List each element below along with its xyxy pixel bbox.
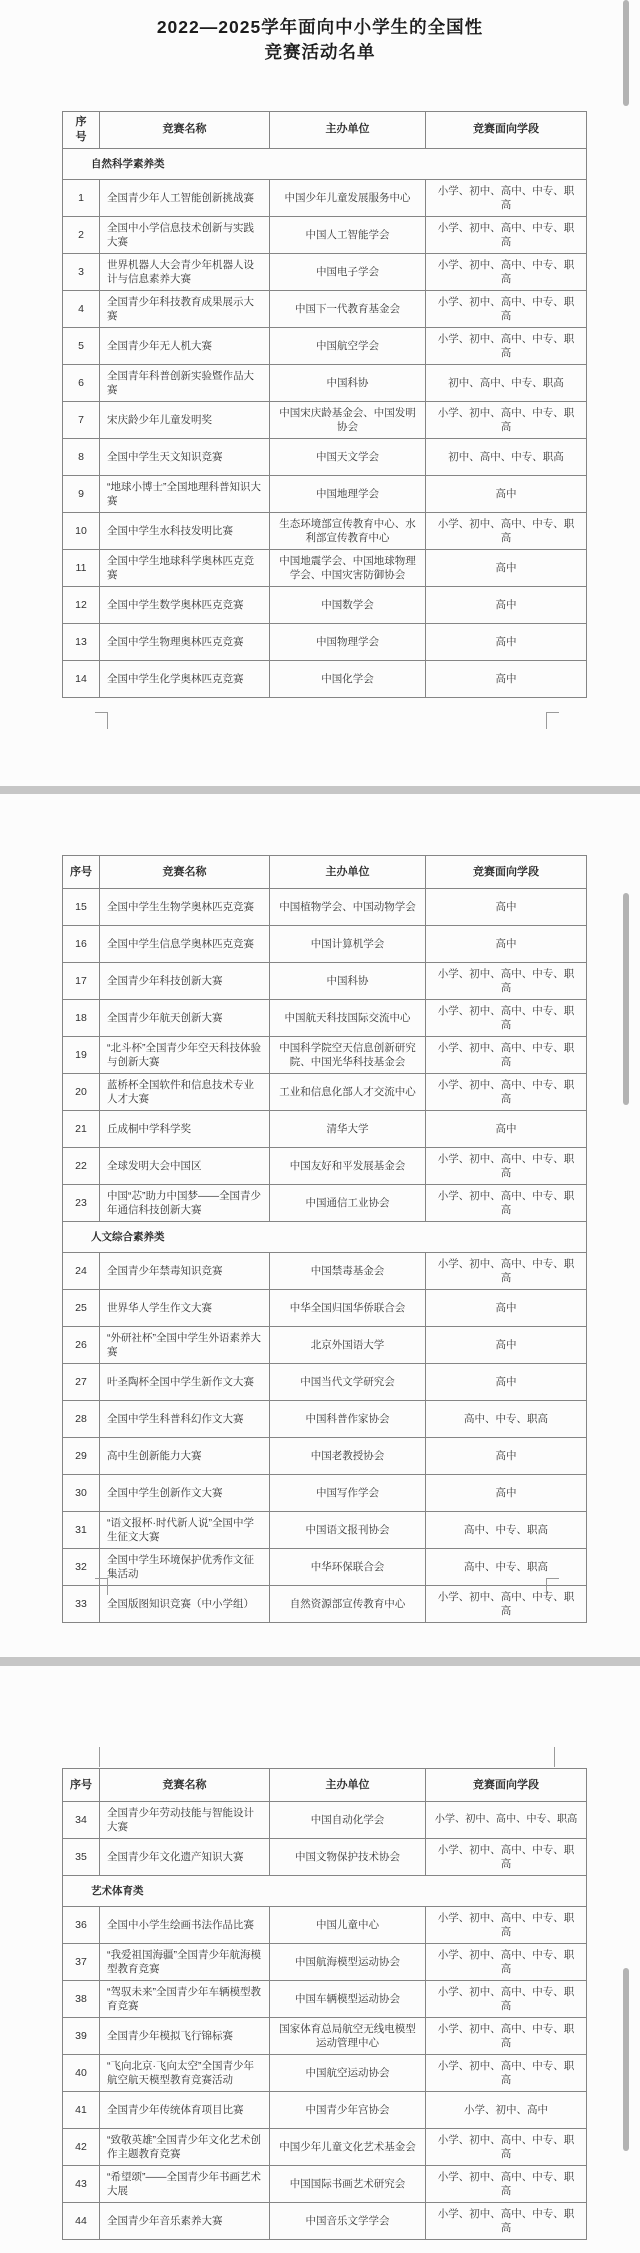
competition-name: 全国青少年模拟飞行锦标赛: [100, 2018, 270, 2055]
competition-name: 全国青少年无人机大赛: [100, 327, 270, 364]
table-header-row: [63, 856, 587, 889]
scrollbar-thumb[interactable]: [623, 1968, 629, 2151]
target-stage: 高中: [426, 1290, 587, 1327]
competition-name: 叶圣陶杯全国中学生新作文大赛: [100, 1364, 270, 1401]
column-header: 竞赛名称: [100, 112, 270, 149]
target-stage: 小学、初中、高中、中专、职高: [426, 512, 587, 549]
competition-name: “地球小博士”全国地理科普知识大赛: [100, 475, 270, 512]
organizer: 中国文物保护技术协会: [270, 1839, 426, 1876]
target-stage: 小学、初中、高中、中专、职高: [426, 179, 587, 216]
column-header: 主办单位: [270, 1769, 426, 1802]
row-number: 7: [63, 401, 100, 438]
table-row: [63, 475, 587, 512]
table-row: [63, 216, 587, 253]
organizer: 清华大学: [270, 1111, 426, 1148]
table-row: [63, 2203, 587, 2240]
page-divider: [0, 1657, 640, 1666]
competition-name: 丘成桐中学科学奖: [100, 1111, 270, 1148]
row-number: 13: [63, 623, 100, 660]
competition-name: 全国中学生信息学奥林匹克竞赛: [100, 926, 270, 963]
competition-name: 世界华人学生作文大赛: [100, 1290, 270, 1327]
organizer: 国家体育总局航空无线电模型运动管理中心: [270, 2018, 426, 2055]
column-header: 序 号: [63, 112, 100, 149]
page-title: [0, 15, 640, 65]
target-stage: 初中、高中、中专、职高: [426, 438, 587, 475]
competition-name: 全球发明大会中国区: [100, 1148, 270, 1185]
row-number: 23: [63, 1185, 100, 1222]
row-number: 43: [63, 2166, 100, 2203]
table-row: [63, 2055, 587, 2092]
target-stage: 高中: [426, 586, 587, 623]
organizer: 中国化学会: [270, 660, 426, 697]
competition-name: 全国青少年传统体育项目比赛: [100, 2092, 270, 2129]
competition-name: 全国中学生环境保护优秀作文征集活动: [100, 1549, 270, 1586]
competition-name: “北斗杯”全国青少年空天科技体验与创新大赛: [100, 1037, 270, 1074]
row-number: 2: [63, 216, 100, 253]
row-number: 37: [63, 1944, 100, 1981]
organizer: 中国下一代教育基金会: [270, 290, 426, 327]
organizer: 中国国际书画艺术研究会: [270, 2166, 426, 2203]
column-header: 竞赛面向学段: [426, 112, 587, 149]
table-row: [63, 549, 587, 586]
row-number: 39: [63, 2018, 100, 2055]
column-header: 竞赛名称: [100, 856, 270, 889]
target-stage: 小学、初中、高中、中专、职高: [426, 1944, 587, 1981]
table-row: [63, 586, 587, 623]
organizer: 中国航天科技国际交流中心: [270, 1000, 426, 1037]
target-stage: 高中、中专、职高: [426, 1512, 587, 1549]
row-number: 25: [63, 1290, 100, 1327]
table-row: [63, 1364, 587, 1401]
organizer: 自然资源部宣传教育中心: [270, 1586, 426, 1623]
table-row: [63, 1907, 587, 1944]
row-number: 18: [63, 1000, 100, 1037]
organizer: 中国儿童中心: [270, 1907, 426, 1944]
competition-table-1: [62, 111, 587, 698]
table-row: [63, 401, 587, 438]
competition-name: 全国中学生生物学奥林匹克竞赛: [100, 889, 270, 926]
table-row: [63, 1290, 587, 1327]
row-number: 41: [63, 2092, 100, 2129]
target-stage: 高中: [426, 660, 587, 697]
organizer: 中国物理学会: [270, 623, 426, 660]
crop-mark: [546, 712, 559, 729]
competition-name: 宋庆龄少年儿童发明奖: [100, 401, 270, 438]
table-row: [63, 1185, 587, 1222]
competition-name: 全国青少年禁毒知识竞赛: [100, 1253, 270, 1290]
table-row: [63, 926, 587, 963]
row-number: 34: [63, 1802, 100, 1839]
page-title-line2: 竞赛活动名单: [264, 42, 376, 62]
organizer: 中国航海模型运动协会: [270, 1944, 426, 1981]
table-row: [63, 290, 587, 327]
table-row: [63, 2018, 587, 2055]
table-row: [63, 2092, 587, 2129]
target-stage: 小学、初中、高中、中专、职高: [426, 1074, 587, 1111]
organizer: 中国地震学会、中国地球物理学会、中国灾害防御协会: [270, 549, 426, 586]
target-stage: 高中: [426, 1364, 587, 1401]
table-row: [63, 2129, 587, 2166]
competition-name: 中国“芯”助力中国梦——全国青少年通信科技创新大赛: [100, 1185, 270, 1222]
organizer: 中国计算机学会: [270, 926, 426, 963]
competition-name: 全国青少年科技教育成果展示大赛: [100, 290, 270, 327]
row-number: 40: [63, 2055, 100, 2092]
table-row: [63, 1586, 587, 1623]
organizer: 中国当代文学研究会: [270, 1364, 426, 1401]
row-number: 20: [63, 1074, 100, 1111]
table-row: [63, 889, 587, 926]
competition-name: 全国中学生化学奥林匹克竞赛: [100, 660, 270, 697]
row-number: 15: [63, 889, 100, 926]
organizer: 中国地理学会: [270, 475, 426, 512]
row-number: 35: [63, 1839, 100, 1876]
competition-name: “希望颂”——全国青少年书画艺术大展: [100, 2166, 270, 2203]
target-stage: 高中: [426, 889, 587, 926]
competition-name: 全国中学生创新作文大赛: [100, 1475, 270, 1512]
competition-name: 全国中小学生绘画书法作品比赛: [100, 1907, 270, 1944]
target-stage: 小学、初中、高中、中专、职高: [426, 327, 587, 364]
table-row: [63, 438, 587, 475]
organizer: 中国宋庆龄基金会、中国发明协会: [270, 401, 426, 438]
row-number: 4: [63, 290, 100, 327]
column-header: 主办单位: [270, 856, 426, 889]
row-number: 36: [63, 1907, 100, 1944]
organizer: 中国少年儿童文化艺术基金会: [270, 2129, 426, 2166]
competition-name: 蓝桥杯全国软件和信息技术专业人才大赛: [100, 1074, 270, 1111]
competition-name: 全国版图知识竞赛（中小学组）: [100, 1586, 270, 1623]
competition-name: 高中生创新能力大赛: [100, 1438, 270, 1475]
organizer: 中国音乐文学学会: [270, 2203, 426, 2240]
scrollbar-thumb[interactable]: [623, 0, 629, 106]
target-stage: 小学、初中、高中: [426, 2092, 587, 2129]
row-number: 5: [63, 327, 100, 364]
competition-name: 全国青少年文化遗产知识大赛: [100, 1839, 270, 1876]
target-stage: 小学、初中、高中、中专、职高: [426, 2129, 587, 2166]
table-row: [63, 179, 587, 216]
target-stage: 高中: [426, 1111, 587, 1148]
organizer: 中国科学院空天信息创新研究院、中国光华科技基金会: [270, 1037, 426, 1074]
category-label: 艺术体育类: [63, 1876, 587, 1907]
organizer: 中国禁毒基金会: [270, 1253, 426, 1290]
organizer: 中国航空运动协会: [270, 2055, 426, 2092]
competition-name: 全国中学生地球科学奥林匹克竞赛: [100, 549, 270, 586]
organizer: 中国友好和平发展基金会: [270, 1148, 426, 1185]
target-stage: 高中: [426, 1475, 587, 1512]
table-row: [63, 1037, 587, 1074]
competition-name: 全国中学生水科技发明比赛: [100, 512, 270, 549]
organizer: 中国天文学会: [270, 438, 426, 475]
target-stage: 小学、初中、高中、中专、职高: [426, 2055, 587, 2092]
table-row: [63, 623, 587, 660]
target-stage: 小学、初中、高中、中专、职高: [426, 1839, 587, 1876]
table-row: [63, 1148, 587, 1185]
column-header: 序号: [63, 1769, 100, 1802]
row-number: 14: [63, 660, 100, 697]
crop-mark: [554, 1747, 555, 1767]
competition-name: 世界机器人大会青少年机器人设计与信息素养大赛: [100, 253, 270, 290]
target-stage: 高中: [426, 475, 587, 512]
competition-name: 全国中小学信息技术创新与实践大赛: [100, 216, 270, 253]
organizer: 北京外国语大学: [270, 1327, 426, 1364]
target-stage: 小学、初中、高中、中专、职高: [426, 401, 587, 438]
target-stage: 小学、初中、高中、中专、职高: [426, 1253, 587, 1290]
table-row: [63, 963, 587, 1000]
table-row: [63, 1944, 587, 1981]
row-number: 11: [63, 549, 100, 586]
competition-name: “驾驭未来”全国青少年车辆模型教育竞赛: [100, 1981, 270, 2018]
table-row: [63, 1512, 587, 1549]
table-header-row: [63, 1769, 587, 1802]
category-row: [63, 1876, 587, 1907]
competition-name: “外研社杯”全国中学生外语素养大赛: [100, 1327, 270, 1364]
organizer: 中国少年儿童发展服务中心: [270, 179, 426, 216]
row-number: 6: [63, 364, 100, 401]
organizer: 中国科协: [270, 364, 426, 401]
target-stage: 高中: [426, 549, 587, 586]
organizer: 中国语文报刊协会: [270, 1512, 426, 1549]
document-page-1: [0, 0, 640, 786]
target-stage: 小学、初中、高中、中专、职高: [426, 963, 587, 1000]
organizer: 中国通信工业协会: [270, 1185, 426, 1222]
category-label: 人文综合素养类: [63, 1222, 587, 1253]
table-row: [63, 364, 587, 401]
target-stage: 高中: [426, 1327, 587, 1364]
column-header: 主办单位: [270, 112, 426, 149]
competition-name: 全国青少年劳动技能与智能设计大赛: [100, 1802, 270, 1839]
organizer: 中国人工智能学会: [270, 216, 426, 253]
organizer: 中国写作学会: [270, 1475, 426, 1512]
table-row: [63, 1074, 587, 1111]
organizer: 中国电子学会: [270, 253, 426, 290]
row-number: 9: [63, 475, 100, 512]
organizer: 中华全国归国华侨联合会: [270, 1290, 426, 1327]
competition-name: “飞向北京·飞向太空”全国青少年航空航天模型教育竞赛活动: [100, 2055, 270, 2092]
row-number: 3: [63, 253, 100, 290]
crop-mark: [99, 1747, 100, 1767]
target-stage: 小学、初中、高中、中专、职高: [426, 2203, 587, 2240]
competition-name: 全国青少年人工智能创新挑战赛: [100, 179, 270, 216]
row-number: 16: [63, 926, 100, 963]
scrollbar-thumb[interactable]: [623, 893, 629, 1105]
table-row: [63, 512, 587, 549]
table-row: [63, 1981, 587, 2018]
target-stage: 小学、初中、高中、中专、职高: [426, 1148, 587, 1185]
organizer: 中国航空学会: [270, 327, 426, 364]
row-number: 26: [63, 1327, 100, 1364]
table-row: [63, 1327, 587, 1364]
organizer: 中国自动化学会: [270, 1802, 426, 1839]
competition-name: “语文报杯·时代新人说”全国中学生征文大赛: [100, 1512, 270, 1549]
target-stage: 小学、初中、高中、中专、职高: [426, 2018, 587, 2055]
table-row: [63, 1475, 587, 1512]
category-row: [63, 148, 587, 179]
target-stage: 高中: [426, 623, 587, 660]
row-number: 8: [63, 438, 100, 475]
table-row: [63, 1253, 587, 1290]
target-stage: 高中、中专、职高: [426, 1401, 587, 1438]
row-number: 1: [63, 179, 100, 216]
target-stage: 高中、中专、职高: [426, 1549, 587, 1586]
category-row: [63, 1222, 587, 1253]
target-stage: 小学、初中、高中、中专、职高: [426, 1981, 587, 2018]
competition-name: 全国青少年科技创新大赛: [100, 963, 270, 1000]
target-stage: 高中: [426, 1438, 587, 1475]
row-number: 28: [63, 1401, 100, 1438]
crop-mark: [546, 1578, 559, 1595]
document-page-2: [0, 794, 640, 1656]
organizer: 工业和信息化部人才交流中心: [270, 1074, 426, 1111]
row-number: 19: [63, 1037, 100, 1074]
table-header-row: [63, 112, 587, 149]
organizer: 生态环境部宣传教育中心、水利部宣传教育中心: [270, 512, 426, 549]
table-row: [63, 1401, 587, 1438]
competition-name: 全国中学生天文知识竞赛: [100, 438, 270, 475]
competition-name: “致敬英雄”全国青少年文化艺术创作主题教育竞赛: [100, 2129, 270, 2166]
competition-name: 全国中学生物理奥林匹克竞赛: [100, 623, 270, 660]
table-row: [63, 1000, 587, 1037]
table-row: [63, 2166, 587, 2203]
target-stage: 高中: [426, 926, 587, 963]
column-header: 序号: [63, 856, 100, 889]
competition-name: 全国中学生科普科幻作文大赛: [100, 1401, 270, 1438]
row-number: 30: [63, 1475, 100, 1512]
row-number: 21: [63, 1111, 100, 1148]
column-header: 竞赛面向学段: [426, 856, 587, 889]
column-header: 竞赛名称: [100, 1769, 270, 1802]
table-row: [63, 1839, 587, 1876]
competition-name: “我爱祖国海疆”全国青少年航海模型教育竞赛: [100, 1944, 270, 1981]
organizer: 中国青少年宫协会: [270, 2092, 426, 2129]
competition-name: 全国中学生数学奥林匹克竞赛: [100, 586, 270, 623]
crop-mark: [95, 712, 108, 729]
row-number: 33: [63, 1586, 100, 1623]
organizer: 中国植物学会、中国动物学会: [270, 889, 426, 926]
target-stage: 小学、初中、高中、中专、职高: [426, 290, 587, 327]
target-stage: 初中、高中、中专、职高: [426, 364, 587, 401]
target-stage: 小学、初中、高中、中专、职高: [426, 2166, 587, 2203]
competition-table-2: [62, 855, 587, 1623]
table-row: [63, 327, 587, 364]
table-row: [63, 1438, 587, 1475]
row-number: 17: [63, 963, 100, 1000]
competition-name: 全国青少年音乐素养大赛: [100, 2203, 270, 2240]
category-label: 自然科学素养类: [63, 148, 587, 179]
row-number: 31: [63, 1512, 100, 1549]
organizer: 中国数学会: [270, 586, 426, 623]
table-row: [63, 1111, 587, 1148]
target-stage: 小学、初中、高中、中专、职高: [426, 216, 587, 253]
document-page-3: [0, 1666, 640, 2253]
organizer: 中国老教授协会: [270, 1438, 426, 1475]
row-number: 32: [63, 1549, 100, 1586]
target-stage: 小学、初中、高中、中专、职高: [426, 1907, 587, 1944]
table-row: [63, 660, 587, 697]
row-number: 42: [63, 2129, 100, 2166]
organizer: 中国车辆模型运动协会: [270, 1981, 426, 2018]
table-row: [63, 1549, 587, 1586]
target-stage: 小学、初中、高中、中专、职高: [426, 1000, 587, 1037]
competition-name: 全国青年科普创新实验暨作品大赛: [100, 364, 270, 401]
row-number: 27: [63, 1364, 100, 1401]
target-stage: 小学、初中、高中、中专、职高: [426, 1802, 587, 1839]
row-number: 38: [63, 1981, 100, 2018]
organizer: 中国科协: [270, 963, 426, 1000]
row-number: 22: [63, 1148, 100, 1185]
table-row: [63, 1802, 587, 1839]
organizer: 中华环保联合会: [270, 1549, 426, 1586]
row-number: 29: [63, 1438, 100, 1475]
row-number: 10: [63, 512, 100, 549]
organizer: 中国科普作家协会: [270, 1401, 426, 1438]
row-number: 44: [63, 2203, 100, 2240]
competition-name: 全国青少年航天创新大赛: [100, 1000, 270, 1037]
column-header: 竞赛面向学段: [426, 1769, 587, 1802]
target-stage: 小学、初中、高中、中专、职高: [426, 1185, 587, 1222]
table-row: [63, 253, 587, 290]
target-stage: 小学、初中、高中、中专、职高: [426, 253, 587, 290]
competition-table-3: [62, 1768, 587, 2240]
row-number: 12: [63, 586, 100, 623]
row-number: 24: [63, 1253, 100, 1290]
crop-mark: [95, 1578, 108, 1595]
page-title-line1: 2022—2025学年面向中小学生的全国性: [156, 17, 484, 37]
target-stage: 小学、初中、高中、中专、职高: [426, 1037, 587, 1074]
target-stage: 小学、初中、高中、中专、职高: [426, 1586, 587, 1623]
